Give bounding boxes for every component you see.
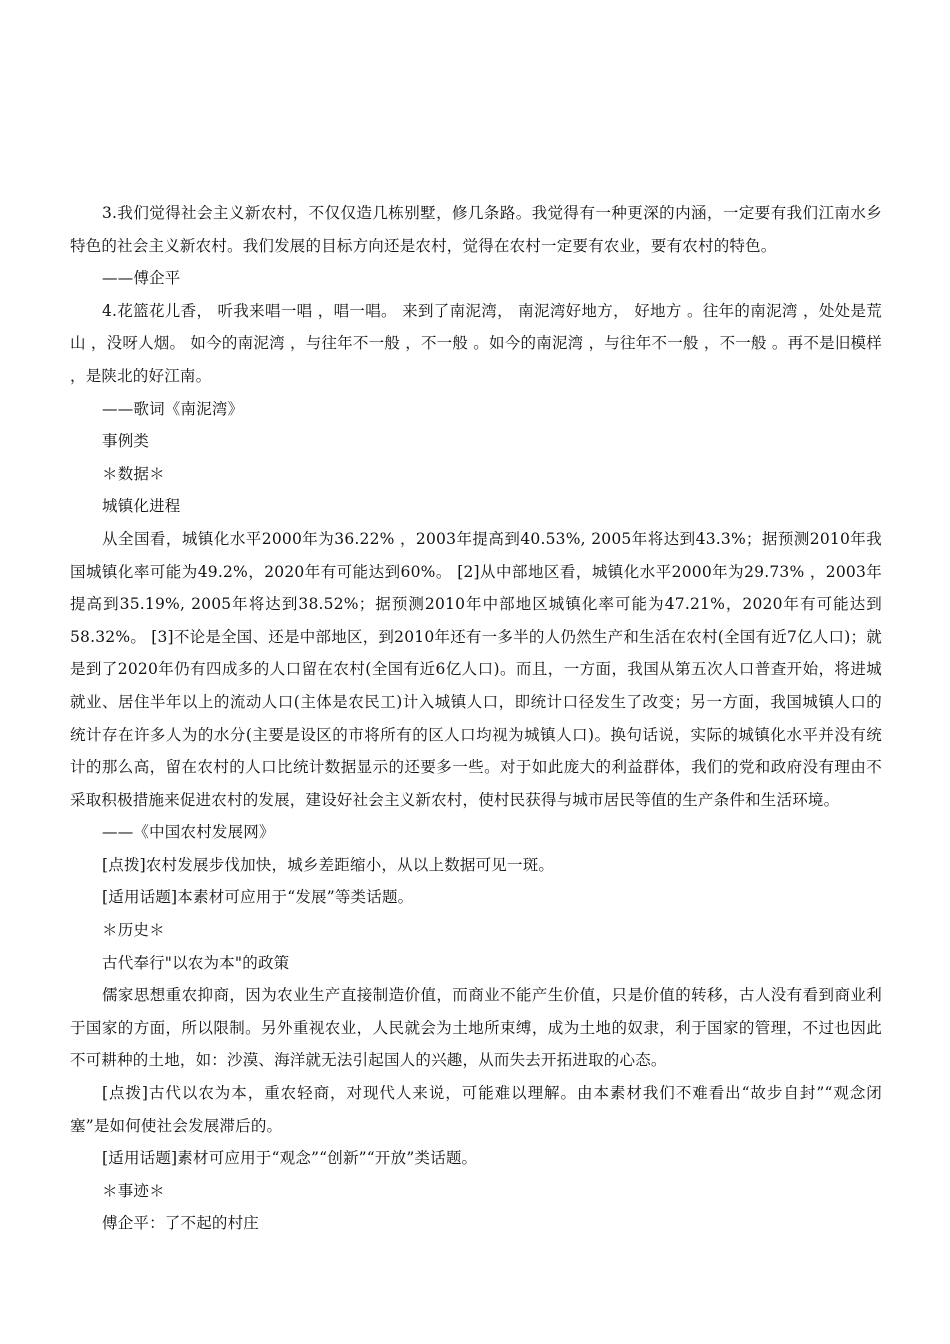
body-paragraph-confucian-agriculture: 儒家思想重农抑商，因为农业生产直接制造价值，而商业不能产生价值，只是价值的转移，古人没有看到商业利于国家的方面，所以限制。另外重视农业，人民就会为土地所束缚，成为土地的奴隶，利于国家的管理，不过也因此不可耕种的土地，如：沙漠、海洋就无法引起国人的兴趣，从而失去开拓进取的心态。 — [70, 986, 882, 1070]
topic-title-urbanization: 城镇化进程 — [102, 497, 181, 516]
document-page — [70, 197, 882, 1240]
quote-paragraph-4-lyrics: 4.花篮花儿香， 听我来唱一唱 ，唱一唱。 来到了南泥湾， 南泥湾好地方， 好地方 。往年的南泥湾 ，处处是荒山 ，没呀人烟。 如今的南泥湾 ，与往年不一般 ，不一般 。如今的南泥湾 ，与往年不一般 ，不一般 。再不是旧模样 ，是陕北的好江南。 — [70, 301, 882, 385]
topic-title-remarkable-village: 傅企平：了不起的村庄 — [102, 1214, 260, 1233]
tip-paragraph-data: [点拨]农村发展步伐加快，城乡差距缩小，从以上数据可见一斑。 — [102, 855, 555, 874]
subsection-heading-deeds: ＊事迹＊ — [102, 1181, 165, 1200]
subsection-heading-history: ＊历史＊ — [102, 921, 165, 940]
applicable-topic-concept-innovation: [适用话题]素材可应用于“观念”“创新”“开放”类话题。 — [102, 1149, 478, 1168]
source-attribution-rural-network: ——《中国农村发展网》 — [102, 823, 275, 842]
section-heading-examples: 事例类 — [102, 432, 150, 451]
tip-paragraph-history: [点拨]古代以农为本，重农轻商，对现代人来说，可能难以理解。由本素材我们不难看出“故步自封”“观念闭塞”是如何使社会发展滞后的。 — [70, 1084, 882, 1135]
subsection-heading-data: ＊数据＊ — [102, 464, 165, 483]
body-paragraph-urbanization: 从全国看，城镇化水平2000年为36.22% ，2003年提高到40.53%, 2005年将达到43.3%；据预测2010年我国城镇化率可能为49.2%，2020年有可能达到60%。 [2]从中部地区看，城镇化水平2000年为29.73% ，2003年提高到35.19%, 2005年将达到38.52%；据预测2010年中部地区城镇化率可能为47.21%，2020年有可能达到58.32%。 [3]不论是全国、还是中部地区，到2010年还有一多半的人仍然生产和生活在农村(全国有近7亿人口)；就是到了2020年仍有四成多的人口留在农村(全国有近6亿人口)。而且，一方面，我国从第五次人口普查开始，将进城就业、居住半年以上的流动人口(主体是农民工)计入城镇人口，即统计口径发生了改变；另一方面，我国城镇人口的统计存在许多人为的水分(主要是设区的市将所有的区人口均视为城镇人口)。换句话说，实际的城镇化水平并没有统计的那么高，留在农村的人口比统计数据显示的还要多一些。对于如此庞大的利益群体，我们的党和政府没有理由不采取积极措施来促进农村的发展，建设好社会主义新农村，使村民获得与城市居民等值的生产条件和生活环境。 — [70, 529, 882, 809]
applicable-topic-development: [适用话题]本素材可应用于“发展”等类话题。 — [102, 888, 414, 907]
topic-title-agriculture-policy: 古代奉行"以农为本"的政策 — [102, 953, 290, 972]
quote-attribution-fu-qiping: ——傅企平 — [102, 269, 181, 288]
quote-paragraph-3: 3.我们觉得社会主义新农村，不仅仅造几栋别墅，修几条路。我觉得有一种更深的内涵，一定要有我们江南水乡特色的社会主义新农村。我们发展的目标方向还是农村，觉得在农村一定要有农业，要有农村的特色。 — [70, 204, 882, 255]
quote-attribution-lyrics: ——歌词《南泥湾》 — [102, 399, 244, 418]
